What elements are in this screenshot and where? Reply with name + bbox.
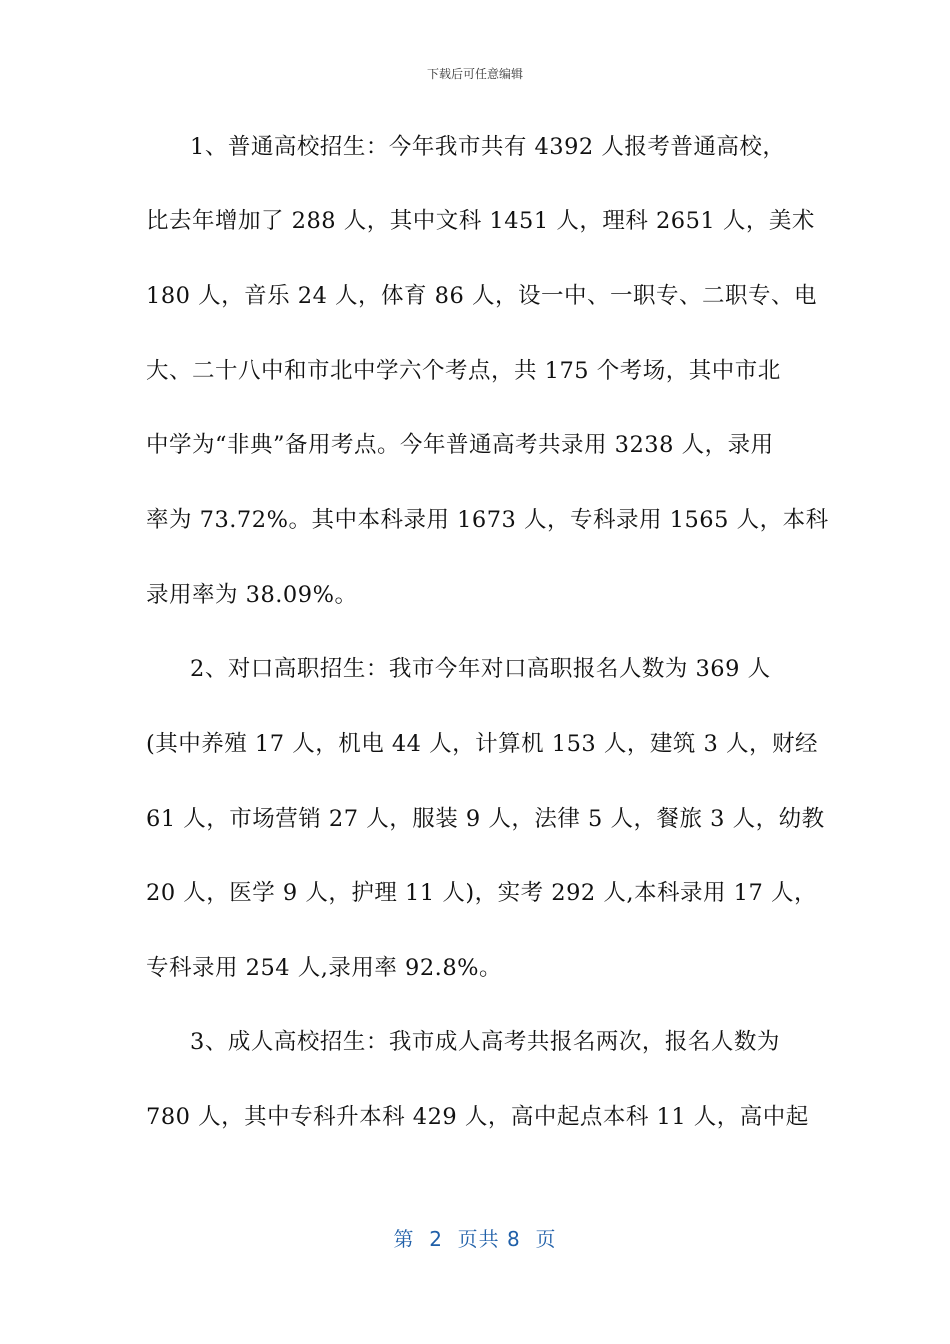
- paragraph-2-line-4: 20 人，医学 9 人，护理 11 人)，实考 292 人,本科录用 17 人，: [146, 880, 817, 906]
- paragraph-3-line-2: 780 人，其中专科升本科 429 人，高中起点本科 11 人，高中起: [146, 1104, 809, 1130]
- paragraph-2-line-3: 61 人，市场营销 27 人，服装 9 人，法律 5 人，餐旅 3 人，幼教: [146, 806, 825, 832]
- paragraph-2-line-1: 2、对口高职招生：我市今年对口高职报名人数为 369 人: [190, 656, 771, 682]
- paragraph-2-line-5: 专科录用 254 人,录用率 92.8%。: [146, 955, 503, 981]
- paragraph-1-line-7: 录用率为 38.09%。: [146, 582, 358, 608]
- paragraph-1-line-6: 率为 73.72%。其中本科录用 1673 人，专科录用 1565 人，本科: [146, 507, 829, 533]
- paragraph-1-line-2: 比去年增加了 288 人，其中文科 1451 人，理科 2651 人，美术: [146, 208, 815, 234]
- paragraph-1-line-1: 1、普通高校招生：今年我市共有 4392 人报考普通高校，: [190, 134, 786, 160]
- page-number: 第 2 页共 8 页: [393, 1227, 557, 1251]
- paragraph-2-line-2: (其中养殖 17 人，机电 44 人，计算机 153 人，建筑 3 人，财经: [146, 731, 819, 757]
- paragraph-1-line-5: 中学为“非典”备用考点。今年普通高考共录用 3238 人，录用: [146, 432, 774, 458]
- paragraph-1-line-4: 大、二十八中和市北中学六个考点，共 175 个考场，其中市北: [146, 358, 781, 384]
- paragraph-1-line-3: 180 人，音乐 24 人，体育 86 人，设一中、一职专、二职专、电: [146, 283, 817, 309]
- paragraph-3-line-1: 3、成人高校招生：我市成人高考共报名两次，报名人数为: [190, 1029, 780, 1055]
- page-header: 下载后可任意编辑: [426, 67, 523, 81]
